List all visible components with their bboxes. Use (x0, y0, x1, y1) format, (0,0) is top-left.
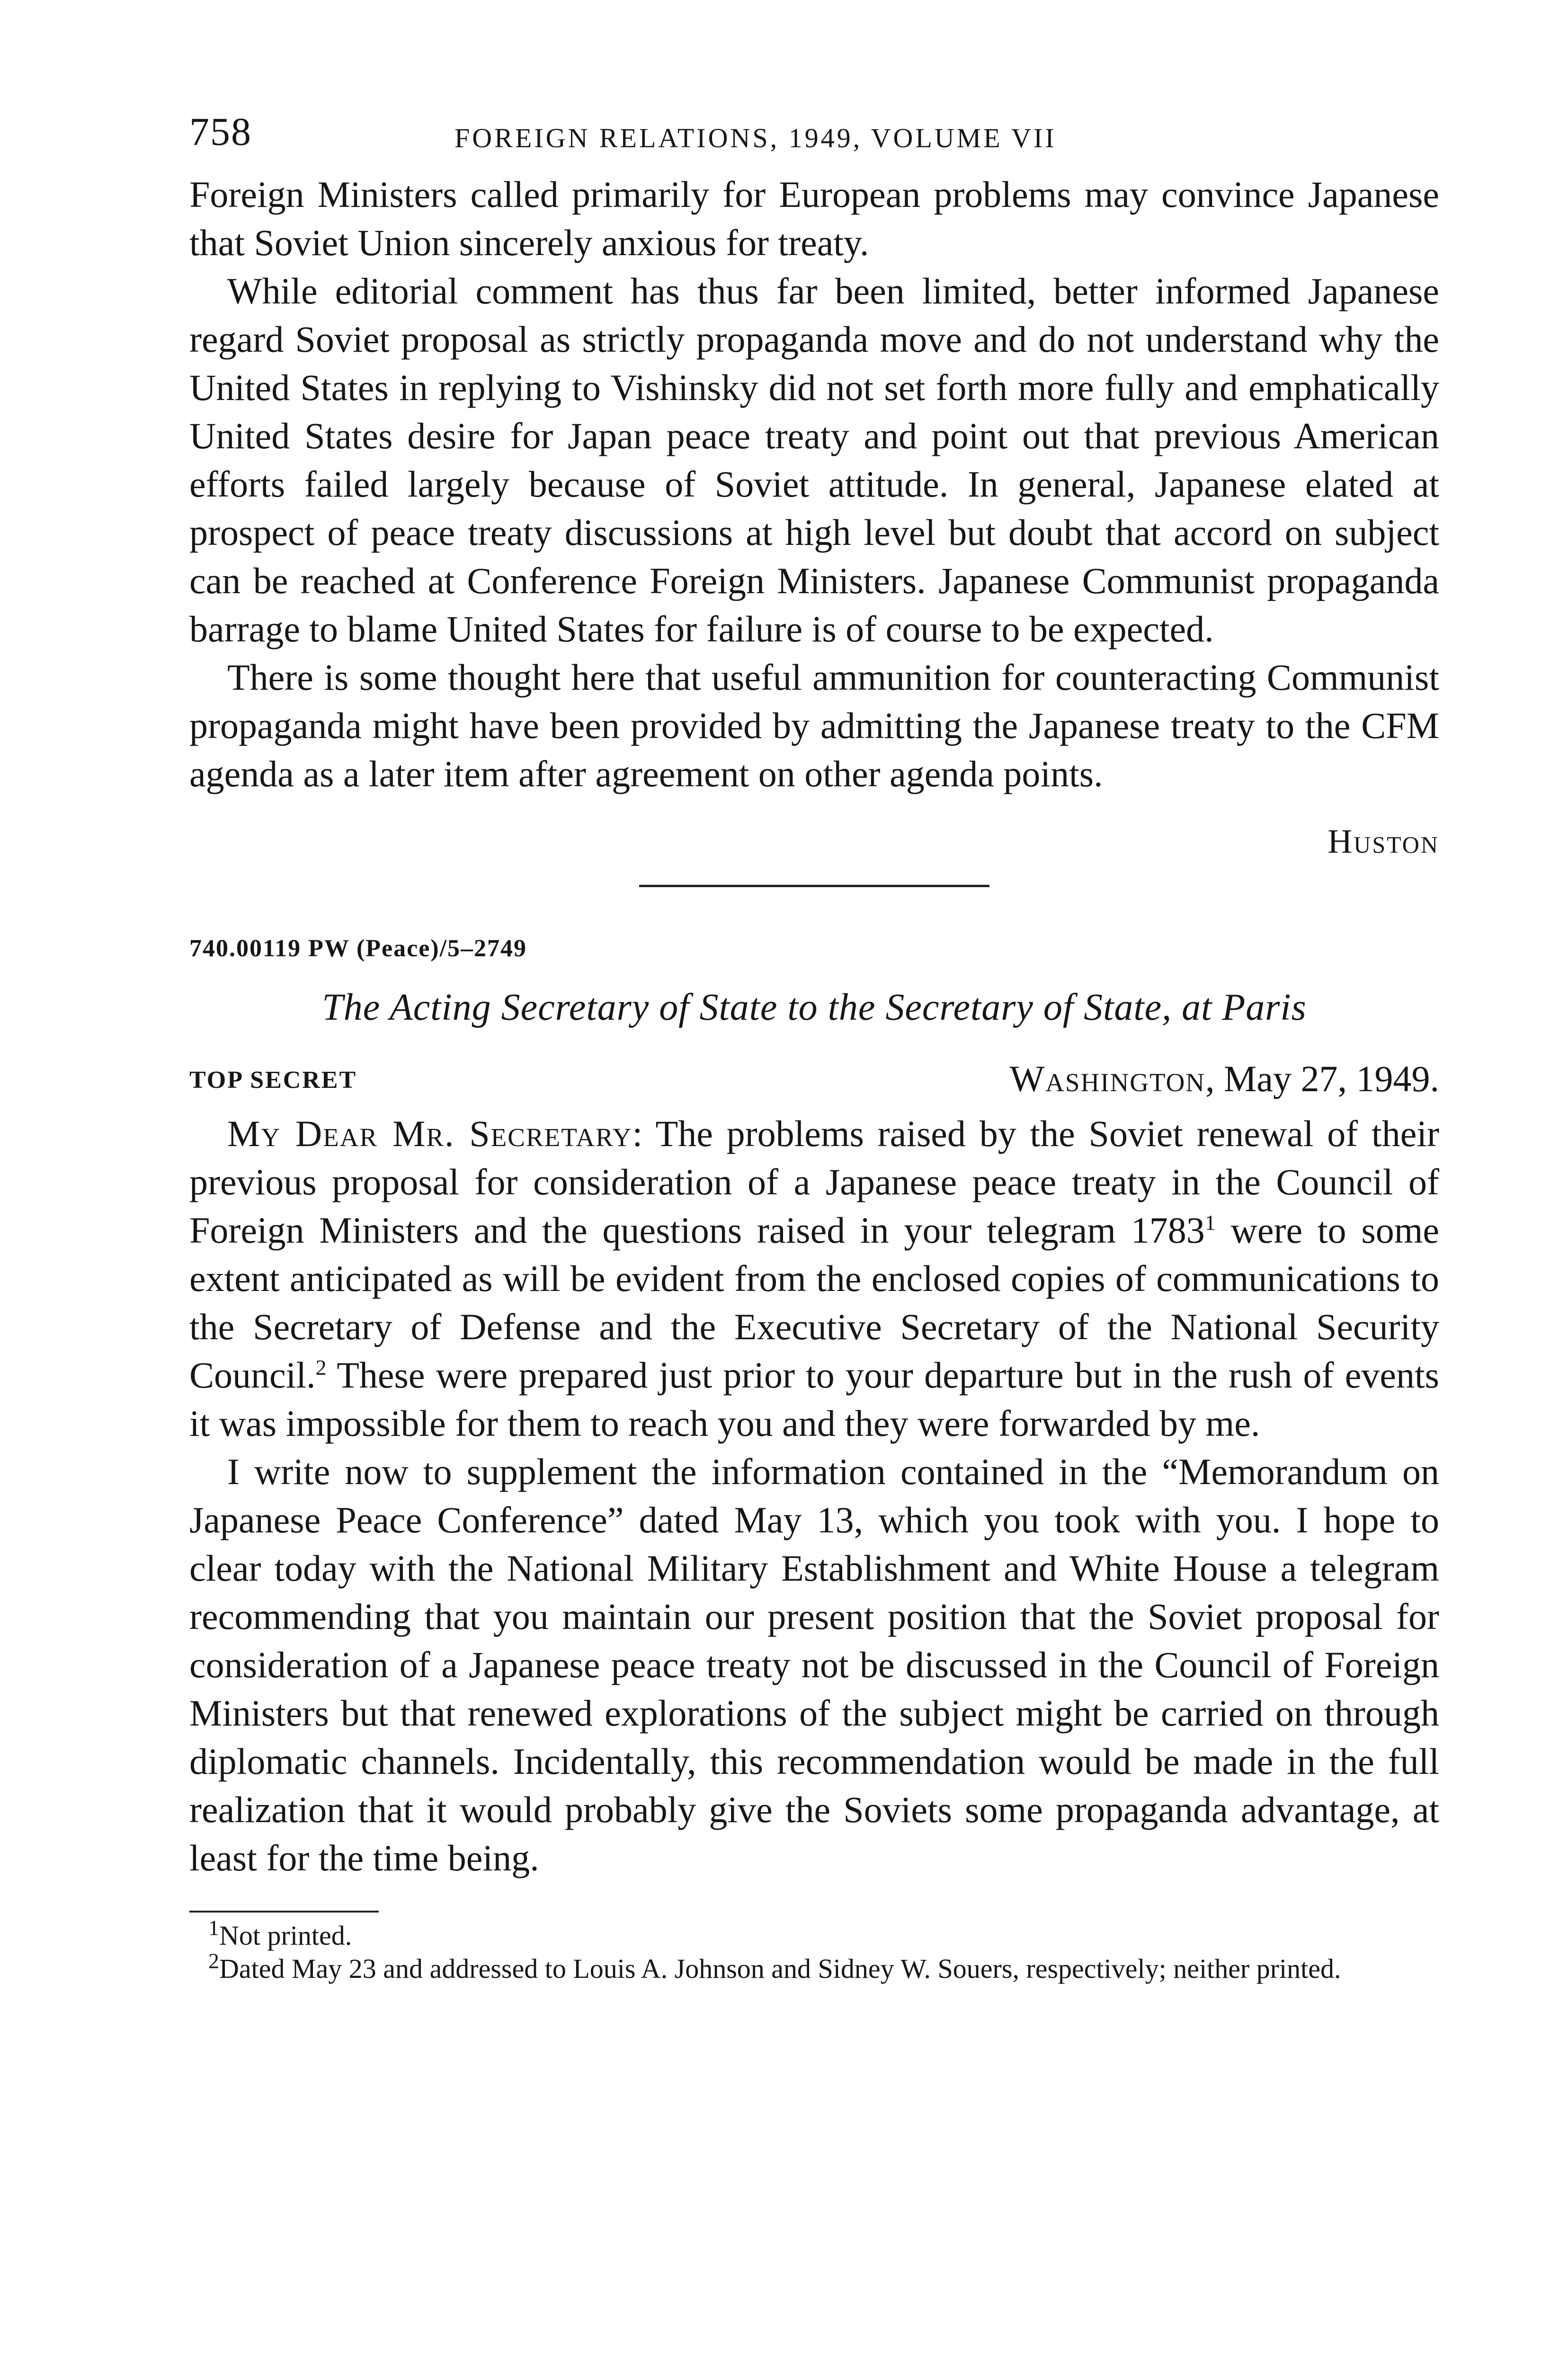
page-header (189, 99, 1439, 170)
continuation-paragraph-1: Foreign Ministers called primarily for European problems may convince Japanese that Soviet Union sincerely anxious for treaty. (189, 174, 1439, 263)
footnote-text-2: Dated May 23 and addressed to Louis A. Johnson and Sidney W. Souers, respectively; neither printed. (219, 1953, 1341, 1984)
page-number: 758 (189, 110, 252, 154)
footnote-marker-1: 1 (208, 1915, 219, 1940)
letter-paragraph-1 (189, 1110, 1439, 1448)
letter-body (189, 1110, 1439, 1882)
letter-paragraph-2: I write now to supplement the information contained in the “Memorandum on Japanese Peace Conference” dated May 13, which you took with you. I hope to clear today with the National Military Establishment and White House a telegram recommending that you maintain our present position that the Soviet proposal for consideration of a Japanese peace treaty not be discussed in the Council of Foreign Ministers but that renewed explorations of the subject might be carried on through diplomatic channels. Incidentally, this recommendation would be made in the full realization that it would probably give the Soviets some propaganda advantage, at least for the time being. (189, 1451, 1439, 1878)
dateline-row (189, 1058, 1439, 1110)
footnote-ref-2[interactable]: 2 (315, 1355, 327, 1379)
continuation-paragraph-3: There is some thought here that useful ammunition for counteracting Communist propaganda might have been provided by admitting the Japanese treaty to the CFM agenda as a later item after agreement on other agenda points. (189, 657, 1439, 794)
signature-huston: Huston (1327, 822, 1439, 860)
document-title: The Acting Secretary of State to the Secretary of State, at Paris (322, 987, 1307, 1028)
salutation: My Dear Mr. Secretary (227, 1113, 633, 1154)
continuation-text (189, 170, 1439, 798)
letter-paragraph-1-part-b: were to some extent anticipated as will be evident from the enclosed copies of communications to the Secretary of Defense and the Executive Secretary of the National Security Council. (189, 1210, 1439, 1396)
classification-label: TOP SECRET (189, 1067, 357, 1094)
file-number: 740.00119 PW (Peace)/5–2749 (189, 935, 527, 962)
footnote-2 (189, 1949, 1439, 1985)
footnote-ref-1[interactable]: 1 (1204, 1210, 1216, 1235)
footnote-rule (189, 1911, 379, 1913)
running-head: FOREIGN RELATIONS, 1949, VOLUME VII (454, 123, 1057, 153)
continuation-paragraph-2: While editorial comment has thus far been limited, better informed Japanese regard Soviet proposal as strictly propaganda move and do not understand why the United States in replying to Vishinsky did not set forth more fully and emphatically United States desire for Japan peace treaty and point out that previous American efforts failed largely because of Soviet attitude. In general, Japanese elated at prospect of peace treaty discussions at high level but doubt that accord on subject can be reached at Conference Foreign Ministers. Japanese Communist propaganda barrage to blame United States for failure is of course to be expected. (189, 270, 1439, 650)
letter-paragraph-1-part-a: : The problems raised by the Soviet renewal of their previous proposal for consideration of a Japanese peace treaty in the Council of Foreign Ministers and the questions raised in your telegram 1783 (189, 1113, 1439, 1251)
dateline-place: Washington (1009, 1058, 1206, 1099)
document-page (189, 99, 1439, 1985)
dateline-date: , May 27, 1949. (1205, 1058, 1439, 1099)
footnote-text-1: Not printed. (219, 1920, 352, 1951)
dateline (1010, 1058, 1439, 1100)
footnote-1 (189, 1915, 1439, 1952)
letter-paragraph-1-part-c: These were prepared just prior to your departure but in the rush of events it was impossible for them to reach you and they were forwarded by me. (189, 1354, 1439, 1444)
footnote-marker-2: 2 (208, 1949, 219, 1973)
section-divider (639, 885, 989, 887)
footnotes (189, 1915, 1439, 1985)
